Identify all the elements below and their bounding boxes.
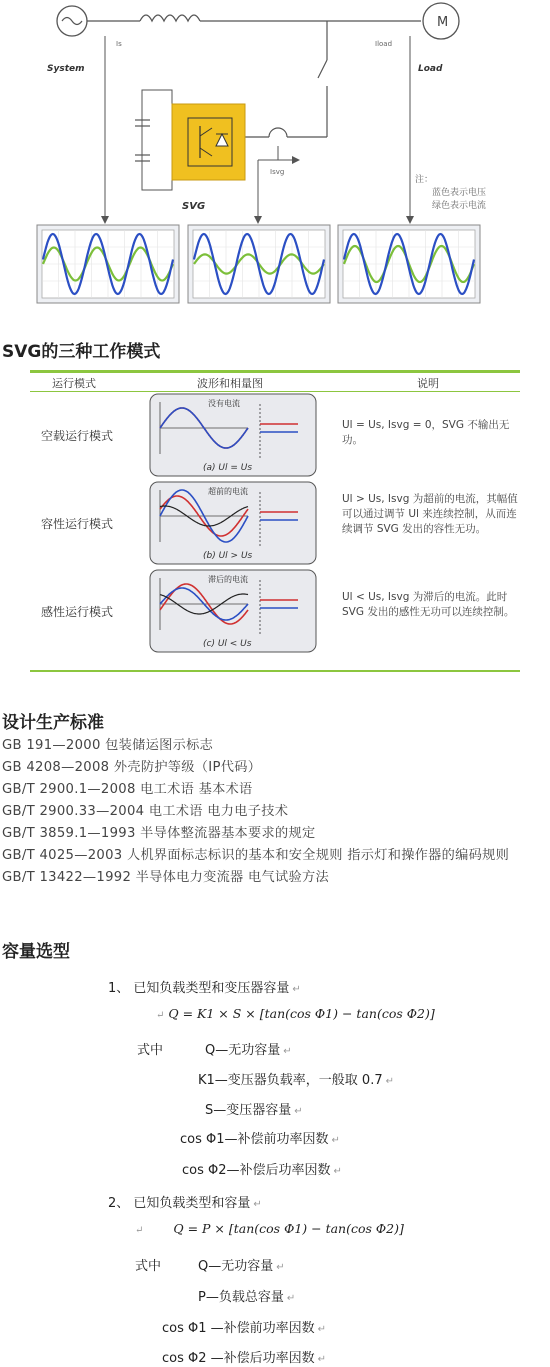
svg-system-diagram [0, 0, 550, 320]
inductor-symbol [140, 15, 200, 21]
case2-phi1 [162, 1317, 326, 1336]
case2-p [198, 1286, 295, 1305]
isvg-label: Isvg [270, 168, 285, 176]
motor-label: M [437, 15, 449, 30]
capacity-section-title: 容量选型 [2, 942, 70, 962]
case2-title-text: 2、 已知负载类型和容量 [108, 1196, 251, 1211]
return-mark: ↵ [292, 984, 301, 995]
mode-caption: (b) Ul > Us [203, 551, 253, 561]
mode-caption: (a) Ul = Us [203, 463, 253, 473]
standard-item: GB 4208—2008 外壳防护等级（IP代码） [2, 760, 262, 775]
load-label: Load [418, 64, 443, 74]
standard-item: GB/T 2900.1—2008 电工术语 基本术语 [2, 782, 253, 797]
case1-k1 [198, 1069, 394, 1088]
header-desc: 说明 [417, 377, 439, 390]
case1-s [205, 1099, 303, 1118]
return-mark: ↵ [135, 1225, 144, 1236]
mode-capacitive: 容性运行模式 [41, 517, 114, 531]
wave-note: 没有电流 [208, 399, 240, 408]
system-label: System [47, 64, 85, 74]
scope-panel [188, 225, 330, 303]
case2-p-text: P—负载总容量 [198, 1290, 284, 1305]
return-mark: ↵ [156, 1010, 165, 1021]
case2-phi2-text: cos Φ2 —补偿后功率因数 [162, 1351, 315, 1366]
case2-formula-text: Q = P × [tan(cos Φ1) − tan(cos Φ2)] [173, 1221, 404, 1236]
case1-phi2-text: cos Φ2—补偿后功率因数 [182, 1163, 331, 1178]
case2-title [108, 1192, 262, 1211]
modes-section-title: SVG的三种工作模式 [2, 342, 161, 362]
desc-capacitive: Ul > Us, Isvg 为超前的电流，其幅值可以通过调节 Ul 来连续控制，从而连续调节 SVG 发出的容性无功。 [342, 493, 518, 535]
return-mark: ↵ [283, 1046, 292, 1057]
standards-section-title: 设计生产标准 [2, 713, 104, 733]
case1-s-text: S—变压器容量 [205, 1103, 292, 1118]
scope-panel [37, 225, 179, 303]
return-mark: ↵ [317, 1324, 327, 1335]
header-mode: 运行模式 [52, 377, 96, 390]
return-mark: ↵ [385, 1076, 394, 1087]
scope-panel [338, 225, 480, 303]
iload-label: Iload [375, 40, 393, 48]
case1-q [205, 1039, 292, 1058]
return-mark: ↵ [286, 1293, 296, 1304]
standards-list [2, 735, 548, 889]
case2-phi2 [162, 1347, 326, 1366]
case1-formula [153, 1006, 435, 1021]
note-current: 绿色表示电流 [432, 201, 487, 211]
mode-caption: (c) Ul < Us [203, 639, 252, 649]
case1-title [108, 977, 301, 996]
case1-phi2 [182, 1159, 342, 1178]
mode-panel [150, 570, 316, 652]
return-mark: ↵ [253, 1199, 262, 1210]
return-mark: ↵ [317, 1354, 327, 1365]
svg-converter-box [172, 104, 245, 180]
wave-note: 超前的电流 [208, 487, 248, 496]
header-waveform: 波形和相量图 [197, 377, 263, 390]
modes-table [30, 370, 520, 674]
case1-k1-text: K1—变压器负载率，一般取 0.7 [198, 1073, 383, 1088]
case1-q-text: Q—无功容量 [205, 1043, 281, 1058]
case2-q-text: Q—无功容量 [198, 1259, 274, 1274]
return-mark: ↵ [331, 1135, 340, 1146]
case2-q [198, 1255, 285, 1274]
desc-idle: Ul = Us, Isvg = 0，SVG 不输出无功。 [342, 419, 510, 446]
wave-note: 滞后的电流 [208, 575, 248, 584]
return-mark: ↵ [333, 1166, 342, 1177]
is-label: Is [116, 40, 122, 48]
case1-phi1 [180, 1128, 340, 1147]
case1-phi1-text: cos Φ1—补偿前功率因数 [180, 1132, 329, 1147]
standard-item: GB 191—2000 包装储运图示标志 [2, 738, 214, 753]
return-mark: ↵ [276, 1262, 285, 1273]
standard-item: GB/T 13422—1992 半导体电力变流器 电气试验方法 [2, 870, 329, 885]
svg-label: SVG [182, 201, 206, 212]
case1-title-text: 1、 已知负载类型和变压器容量 [108, 981, 290, 996]
mode-panel [150, 482, 316, 564]
note-title: 注： [415, 175, 434, 185]
mode-panel [150, 394, 316, 476]
case2-where: 式中 [135, 1259, 162, 1274]
note-voltage: 蓝色表示电压 [432, 188, 487, 198]
standard-item: GB/T 2900.33—2004 电工术语 电力电子技术 [2, 804, 289, 819]
case1-formula-text: Q = K1 × S × [tan(cos Φ1) − tan(cos Φ2)] [168, 1006, 435, 1021]
case1-where: 式中 [137, 1043, 164, 1058]
return-mark: ↵ [294, 1106, 303, 1117]
standard-item: GB/T 3859.1—1993 半导体整流器基本要求的规定 [2, 826, 316, 841]
case2-formula [132, 1221, 404, 1236]
case2-phi1-text: cos Φ1 —补偿前功率因数 [162, 1321, 315, 1336]
desc-inductive: Ul < Us, Isvg 为滞后的电流。此时 SVG 发出的感性无功可以连续控制。 [342, 591, 515, 618]
standard-item: GB/T 4025—2003 人机界面标志标识的基本和安全规则 指示灯和操作器的编码规则 [2, 848, 510, 863]
mode-inductive: 感性运行模式 [41, 605, 114, 619]
mode-waveform-panels [148, 392, 320, 670]
mode-idle: 空载运行模式 [41, 429, 114, 443]
